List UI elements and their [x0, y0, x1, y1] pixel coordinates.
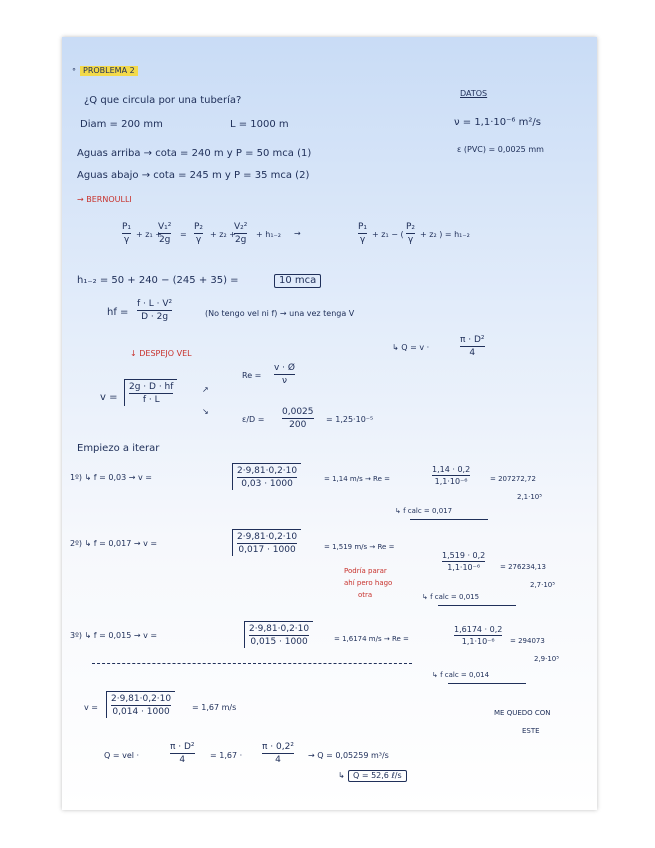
iter2-re-approx: 2,7·10⁵ [530, 581, 556, 589]
eps-d-lhs: ε/D = [242, 415, 265, 424]
final-v-lhs: v = [84, 703, 98, 712]
q-final-result: → Q = 0,05259 m³/s [308, 751, 389, 760]
head-loss-term: + h₁₋₂ [256, 230, 281, 239]
iter2-note-2: ahí pero hago [344, 579, 393, 587]
empiezo-iterar: Empiezo a iterar [77, 443, 160, 454]
iter3-num: 2·9,81·0,2·10 [249, 624, 310, 634]
final-v-result: = 1,67 m/s [192, 703, 237, 712]
gamma2-symbol: γ [195, 235, 202, 246]
arrow-right: → [294, 229, 301, 238]
iter1-label: 1º) ↳ f = 0,03 → v = [70, 473, 152, 482]
q-final-arrow: ↳ [338, 771, 345, 780]
iter1-num: 2·9,81·0,2·10 [237, 466, 298, 476]
eps-d-den: 200 [289, 420, 307, 431]
iter3-re-num: 1,6174 · 0,2 [454, 625, 503, 634]
h12-result: 10 mca [274, 274, 321, 288]
q-formula-lhs: ↳ Q = v · [392, 343, 430, 352]
title-bullet: ° [72, 67, 76, 76]
viscosity-text: ν = 1,1·10⁻⁶ m²/s [454, 117, 541, 128]
upstream-text: Aguas arriba → cota = 240 m y P = 50 mca (1) [77, 148, 312, 159]
z2-term: + z₂ + [210, 230, 236, 239]
iter3-re: = 294073 [510, 637, 545, 645]
hf-denominator: D · 2g [141, 312, 169, 323]
v-formula-num: 2g · D · hf [129, 382, 174, 392]
roughness-text: ε (PVC) = 0,0025 mm [457, 145, 544, 154]
twog2: 2g [234, 235, 247, 246]
iter2-num: 2·9,81·0,2·10 [237, 532, 298, 542]
v2-squared: V₂² [234, 222, 248, 232]
me-quedo-text: ME QUEDO CON [494, 709, 551, 717]
iter1-re-num: 1,14 · 0,2 [432, 465, 471, 474]
gamma1-symbol: γ [123, 235, 130, 246]
iter3-v: = 1,6174 m/s → Re = [334, 635, 409, 643]
z1-term: + z₁ + [136, 230, 162, 239]
q-final-den1: 4 [179, 755, 186, 766]
z2b-term: + z₂ ) = h₁₋₂ [420, 230, 470, 239]
problem-title: PROBLEMA 2 [80, 66, 138, 76]
q-final-mid: = 1,67 · [210, 751, 243, 760]
iter2-label: 2º) ↳ f = 0,017 → v = [70, 539, 158, 548]
eps-d-result: = 1,25·10⁻⁵ [326, 415, 374, 424]
p1b-symbol: P₁ [358, 222, 368, 232]
diameter-text: Diam = 200 mm [80, 119, 163, 130]
datos-heading: DATOS [460, 89, 488, 98]
hf-lhs: hf = [107, 307, 129, 318]
question-text: ¿Q que circula por una tubería? [84, 95, 242, 106]
iter3-re-den: 1,1·10⁻⁶ [461, 637, 495, 647]
iter1-re-approx: 2,1·10⁵ [517, 493, 543, 501]
q-final-num1: π · D² [170, 742, 195, 752]
iter2-v: = 1,519 m/s → Re = [324, 543, 395, 551]
length-text: L = 1000 m [230, 119, 289, 130]
iter3-den: 0,015 · 1000 [250, 637, 308, 648]
hf-numerator: f · L · V² [137, 299, 173, 309]
iter3-re-approx: 2,9·10⁵ [534, 655, 560, 663]
iter1-re: = 207272,72 [490, 475, 536, 483]
gamma1b-symbol: γ [359, 235, 366, 246]
h12-equation: h₁₋₂ = 50 + 240 − (245 + 35) = [77, 275, 239, 286]
iter2-den: 0,017 · 1000 [238, 545, 296, 556]
iter2-re-den: 1,1·10⁻⁶ [447, 563, 481, 573]
iter2-note-1: Podría parar [344, 567, 387, 575]
re-formula-lhs: Re = [242, 371, 262, 380]
iter2-fcalc: ↳ f calc = 0,015 [422, 593, 480, 601]
este-text: ESTE [522, 727, 540, 735]
v-formula-den: f · L [142, 395, 160, 406]
iter1-fcalc: ↳ f calc = 0,017 [395, 507, 453, 515]
twog1: 2g [158, 235, 171, 246]
q-final-boxed: Q = 52,6 ℓ/s [348, 770, 407, 782]
final-v-den: 0,014 · 1000 [112, 707, 170, 718]
iter3-fcalc: ↳ f calc = 0,014 [432, 671, 490, 679]
separator-line [92, 663, 412, 664]
equals-sign: = [180, 230, 187, 239]
despejo-label: ↓ DESPEJO VEL [130, 349, 192, 358]
gamma2b-symbol: γ [407, 235, 414, 246]
v-formula-lhs: v = [100, 392, 118, 403]
iter1-re-den: 1,1·10⁻⁶ [434, 477, 468, 487]
hf-note: (No tengo vel ni f) → una vez tenga V [205, 309, 355, 318]
v1-squared: V₁² [158, 222, 172, 232]
iter2-note-3: otra [358, 591, 373, 599]
notebook-page [62, 37, 597, 810]
re-formula-den: ν [281, 376, 288, 387]
q-final-num2: π · 0,2² [262, 742, 294, 752]
iter3-label: 3º) ↳ f = 0,015 → v = [70, 631, 158, 640]
q-formula-den: 4 [469, 348, 476, 359]
iter2-re: = 276234,13 [500, 563, 546, 571]
iter1-den: 0,03 · 1000 [241, 479, 293, 490]
bernoulli-label: → BERNOULLI [77, 195, 132, 204]
z1b-term: + z₁ − ( [372, 230, 404, 239]
iter1-v: = 1,14 m/s → Re = [324, 475, 390, 483]
q-final-lhs: Q = vel · [104, 751, 140, 760]
p1-symbol: P₁ [122, 222, 132, 232]
final-v-num: 2·9,81·0,2·10 [111, 694, 172, 704]
eps-d-num: 0,0025 [282, 407, 314, 417]
arrow-to-eps: ↘ [202, 407, 209, 416]
re-formula-num: v · Ø [274, 363, 295, 373]
q-formula-num: π · D² [460, 335, 485, 345]
p2-symbol: P₂ [194, 222, 204, 232]
q-final-den2: 4 [275, 755, 281, 766]
downstream-text: Aguas abajo → cota = 245 m y P = 35 mca (2) [77, 170, 310, 181]
iter2-re-num: 1,519 · 0,2 [442, 551, 486, 560]
arrow-to-re: ↗ [202, 385, 209, 394]
p2b-symbol: P₂ [406, 222, 416, 232]
